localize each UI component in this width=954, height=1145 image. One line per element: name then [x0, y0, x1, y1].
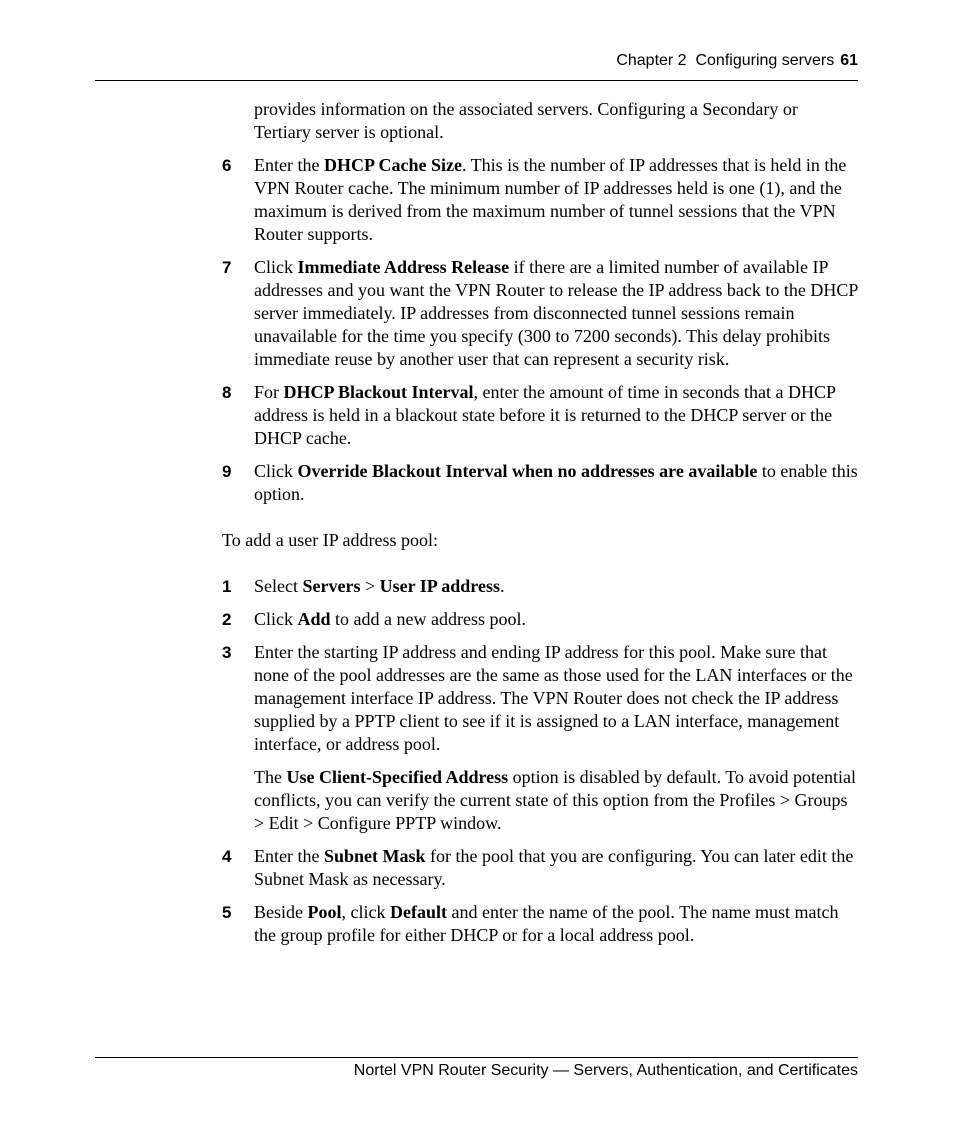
- step-text-post: and enter the name of the pool. The name must match the group profile for either DHCP or for a local address pool.: [254, 902, 839, 945]
- procedure-intro: To add a user IP address pool:: [222, 530, 439, 550]
- note-ui-term: Use Client-Specified Address: [286, 767, 509, 787]
- step-number: 5: [222, 903, 232, 922]
- step-number: 6: [222, 156, 232, 175]
- step-ui-term: DHCP Blackout Interval: [283, 382, 474, 402]
- header-title: Configuring servers: [695, 52, 835, 69]
- step-text: Enter the starting IP address and ending IP address for this pool. Make sure that none of the pool addresses are the same as those used for the LAN interfaces or the management interface IP address. The VPN Router does not check the IP address supplied by a PPTP client to see if it is assigned to a LAN interface, management interface, or address pool.: [254, 642, 853, 754]
- step-number: 9: [222, 462, 232, 481]
- step-b-3: [222, 641, 858, 756]
- step-text-pre: Enter the: [254, 155, 324, 175]
- page-footer: [95, 1057, 858, 1079]
- step-9: [222, 460, 858, 506]
- step-number: 4: [222, 847, 232, 866]
- header-chapter: Chapter 2: [616, 52, 687, 69]
- step-text-post: to enable this option.: [254, 461, 858, 504]
- step-7: [222, 256, 858, 371]
- step-b-2: [222, 608, 858, 631]
- step-ui-term: Subnet Mask: [323, 846, 426, 866]
- step-ui-term: User IP address: [379, 576, 500, 596]
- step-number: 2: [222, 610, 232, 629]
- step-ui-term: Servers: [302, 576, 361, 596]
- note-text-pre: The: [254, 767, 287, 787]
- step-text-pre: Click: [254, 461, 298, 481]
- step-number: 7: [222, 258, 232, 277]
- step-text-pre: For: [254, 382, 284, 402]
- step-ui-term: Immediate Address Release: [297, 257, 510, 277]
- step-text-post: . This is the number of IP addresses that is held in the VPN Router cache. The minimum number of IP addresses held is one (1), and the maximum is derived from the maximum number of tunnel sessions that the VPN Router supports.: [254, 155, 847, 244]
- step-number: 3: [222, 643, 232, 662]
- step-text-pre: Select: [254, 576, 303, 596]
- step-b-5: [222, 901, 858, 947]
- step-ui-term: Pool: [307, 902, 342, 922]
- step-b-3-note: [222, 766, 858, 835]
- step-b-4: [222, 845, 858, 891]
- step-text-pre: Click: [254, 609, 298, 629]
- step-ui-term: Override Blackout Interval when no addresses are available: [297, 461, 758, 481]
- page-number: 61: [840, 52, 858, 69]
- step-ui-term: DHCP Cache Size: [323, 155, 462, 175]
- step-8: [222, 381, 858, 450]
- step-text-post: .: [499, 576, 505, 596]
- footer-text: Nortel VPN Router Security — Servers, Authentication, and Certificates: [353, 1062, 858, 1079]
- step-text-post: if there are a limited number of available IP addresses and you want the VPN Router to release the IP address back to the DHCP server immediately. IP addresses from disconnected tunnel sessions remain unavailable for the time you specify (300 to 7200 seconds). This delay prohibits immediate reuse by another user that can represent a security risk.: [254, 257, 858, 369]
- header-text: [616, 52, 858, 70]
- page-header: [95, 50, 858, 81]
- step-6: [222, 154, 858, 246]
- step-text-post: to add a new address pool.: [330, 609, 526, 629]
- step-b-1: [222, 575, 858, 598]
- step-text-pre: Click: [254, 257, 298, 277]
- step-text-post: , enter the amount of time in seconds that a DHCP address is held in a blackout state before it is returned to the DHCP server or the DHCP cache.: [254, 382, 836, 448]
- step-text-mid: , click: [341, 902, 390, 922]
- step-text-pre: Enter the: [254, 846, 324, 866]
- step-number: 8: [222, 383, 232, 402]
- step-ui-term: Default: [389, 902, 447, 922]
- step-number: 1: [222, 577, 232, 596]
- note-text-post: option is disabled by default. To avoid potential conflicts, you can verify the current state of this option from the Profiles > Groups > Edit > Configure PPTP window.: [254, 767, 857, 833]
- step-text-pre: Beside: [254, 902, 308, 922]
- continuation-paragraph: provides information on the associated servers. Configuring a Secondary or Tertiary server is optional.: [254, 99, 798, 142]
- step-ui-term: Add: [297, 609, 331, 629]
- page-body: [222, 98, 858, 957]
- step-text-mid: >: [360, 576, 380, 596]
- step-text-post: for the pool that you are configuring. You can later edit the Subnet Mask as necessary.: [254, 846, 854, 889]
